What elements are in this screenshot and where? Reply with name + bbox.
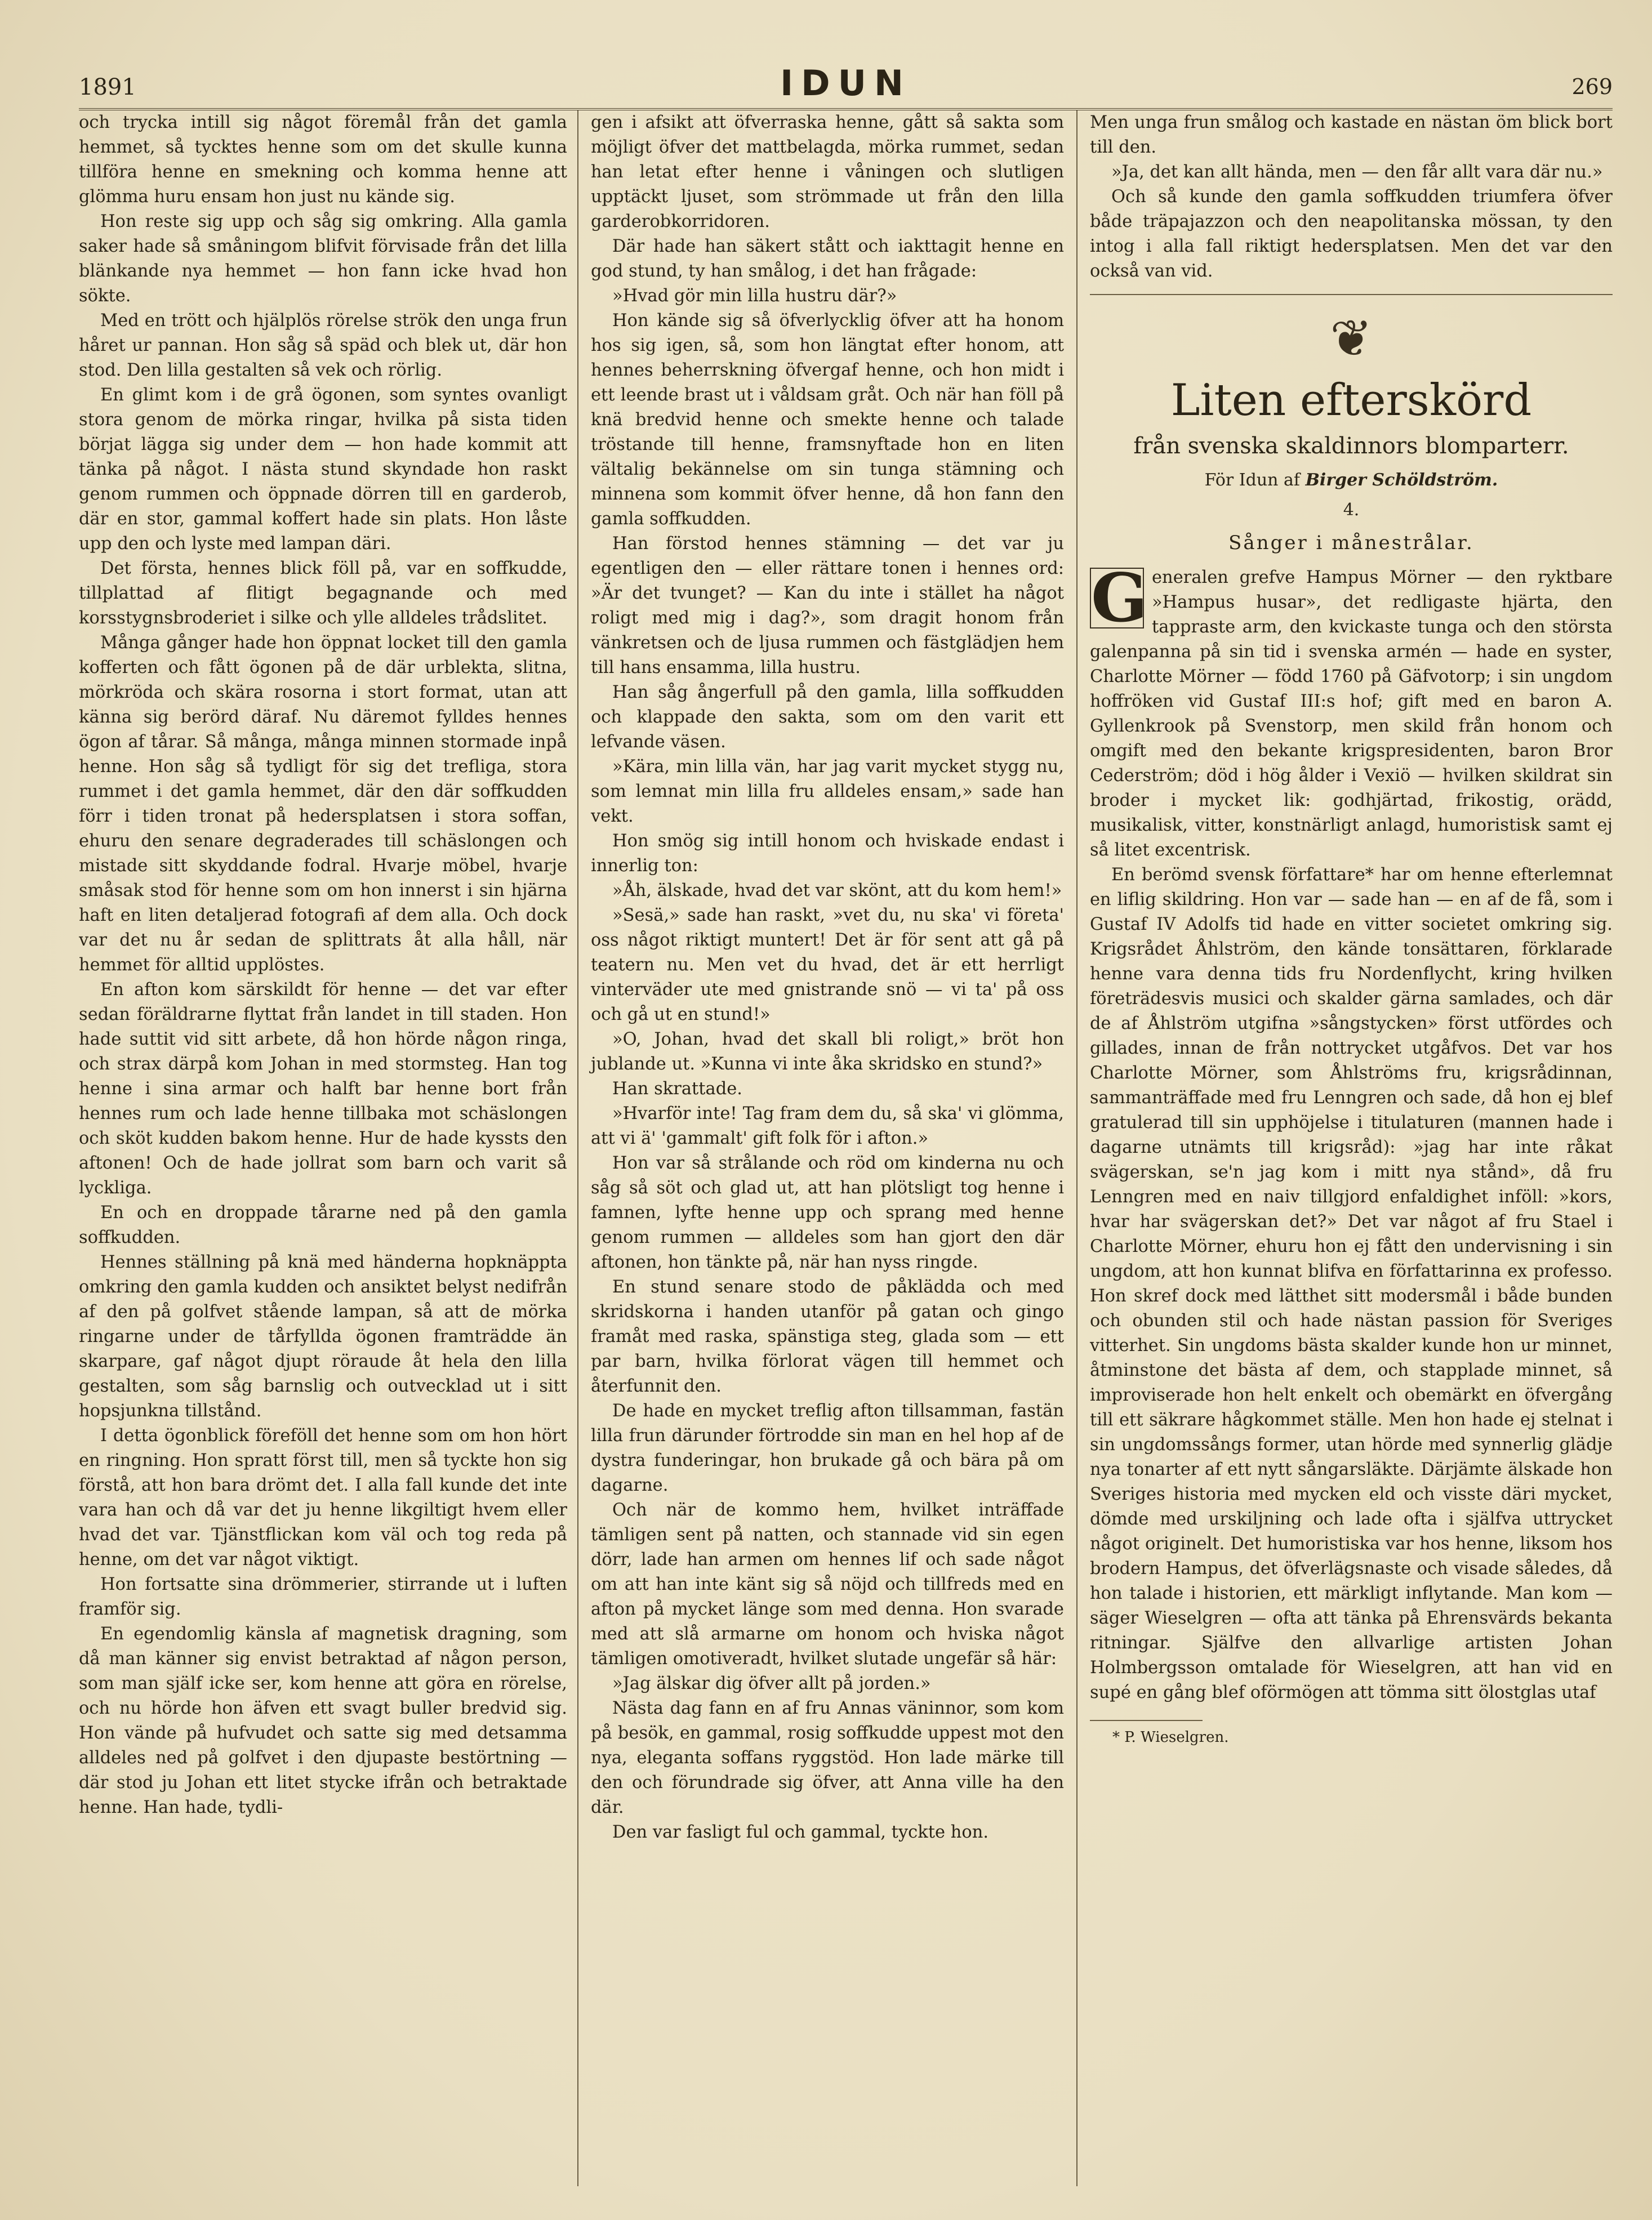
paragraph: En afton kom särskildt för henne — det var efter sedan föräldrarne flyttat från landet in till staden. Hon hade suttit vid sitt arbete, då hon hörde någon ringa, och strax därpå kom Johan in med stormsteg. Han tog henne i sina armar och halft bar henne bort från hennes rum och lade henne tillbaka mot schäslongen och sköt kudden bakom henne. Hur de hade kyssts den aftonen! Och de hade jollrat som barn och varit så lyckliga.	[79, 980, 567, 1198]
byline-author: Birger Schöldström.	[1305, 470, 1498, 490]
column-2	[577, 110, 1076, 2186]
paragraph: Och så kunde den gamla soffkudden triumfera öfver både träpajazzon och den neapolitanska mössan, ty den intog i alla fall riktigt hedersplatsen. Men det var den också van vid.	[1090, 187, 1613, 281]
paragraph: »O, Johan, hvad det skall bli roligt,» bröt hon jublande ut. »Kunna vi inte åka skridsko en stund?»	[591, 1029, 1064, 1074]
paragraph: En glimt kom i de grå ögonen, som syntes ovanligt stora genom de mörka ringar, hvilka på sista tiden börjat lägga sig under dem — hon hade kommit att tänka på något. I nästa stund skyndade hon raskt genom rummen och öppnade dörren till en garderob, där en stor, gammal koffert hade sin plats. Hon låste upp den och lyste med lampan däri.	[79, 385, 567, 554]
text-columns	[79, 110, 1613, 2186]
paragraph: En och en droppade tårarne ned på den gamla soffkudden.	[79, 1203, 567, 1247]
article-title: Liten efterskörd	[1170, 375, 1532, 426]
page-number: 269	[1571, 74, 1613, 99]
paragraph: »Sesä,» sade han raskt, »vet du, nu ska' vi företa' oss något riktigt muntert! Det är för sent att gå på teatern nu. Men vet du hvad, det är ett herrligt vinterväder ute med gnistrande snö — vi ta' på oss och gå ut en stund!»	[591, 906, 1064, 1024]
ornament-icon: ❦	[1330, 309, 1373, 368]
article-number: 4.	[1343, 500, 1360, 520]
paragraph: Hon reste sig upp och såg sig omkring. Alla gamla saker hade så småningom blifvit förvisade från det lilla blänkande nya hemmet — hon fann icke hvad hon sökte.	[79, 212, 567, 306]
paragraph: »Jag älskar dig öfver allt på jorden.»	[612, 1674, 931, 1693]
paragraph: I detta ögonblick föreföll det henne som om hon hört en ringning. Hon spratt först till, men så tyckte hon sig förstå, att hon bara drömt det. I alla fall kunde det inte vara han och då var det ju henne likgiltigt hvem eller hvad det var. Tjänstflickan kom väl och tog reda på henne, om det var något viktigt.	[79, 1426, 567, 1570]
paragraph: Det första, hennes blick föll på, var en soffkudde, tillplattad af flitigt begagnande och med korsstygnsbroderiet i silke och ylle alldeles trådslitet.	[79, 559, 567, 628]
footnote: * P. Wieselgren.	[1112, 1729, 1229, 1746]
section-heading: Sånger i månestrålar.	[1228, 532, 1474, 554]
paragraph: En egendomlig känsla af magnetisk dragning, som då man känner sig envist betraktad af någon person, som man själf icke ser, kom henne att göra en rörelse, och nu hörde hon äfven ett svagt buller bredvid sig. Hon vände på hufvudet och satte sig med detsamma alldeles ned på golfvet i den djupaste bestörtning — där stod ju Johan ett litet stycke ifrån och betraktade henne. Han hade, tydli-	[79, 1624, 567, 1817]
paragraph: Hon smög sig intill honom och hviskade endast i innerlig ton:	[591, 831, 1064, 876]
article-divider	[1090, 294, 1613, 295]
paragraph: Men unga frun smålog och kastade en nästan öm blick bort till den.	[1090, 113, 1613, 157]
paragraph: och trycka intill sig något föremål från det gamla hemmet, så tycktes henne som om det skulle kunna tillföra henne en smekning och komma henne att glömma huru ensam hon just nu kände sig.	[79, 113, 567, 207]
paragraph: Med en trött och hjälplös rörelse strök den unga frun håret ur pannan. Hon såg så späd och blek ut, där hon stod. Den lilla gestalten så vek och rörlig.	[79, 311, 567, 380]
paragraph: Där hade han säkert stått och iakttagit henne en god stund, ty han smålog, i det han frågade:	[591, 237, 1064, 281]
paragraph: »Hvarför inte! Tag fram dem du, så ska' vi glömma, att vi ä' 'gammalt' gift folk för i afton.»	[591, 1104, 1064, 1148]
paragraph: Nästa dag fann en af fru Annas väninnor, som kom på besök, en gammal, rosig soffkudde uppest mot den nya, eleganta soffans ryggstöd. Hon lade märke till den och förundrade sig öfver, att Anna ville ha den där.	[591, 1699, 1064, 1817]
paragraph: Den var fasligt ful och gammal, tyckte hon.	[612, 1822, 989, 1842]
paragraph: Många gånger hade hon öppnat locket till den gamla kofferten och fått ögonen på de där urblekta, slitna, mörkröda och skära rosorna i stort format, utan att känna sig berörd däraf. Nu däremot fylldes hennes ögon af tårar. Så många, många minnen stormade inpå henne. Hon såg så tydligt för sig det trefliga, stora rummet i det gamla hemmet, där den där soffkudden förr i tiden tronat på hedersplatsen i stora soffan, ehuru den senare degraderades till schäslongen och mistade sitt skyddande fodral. Hvarje möbel, hvarje småsak stod för henne som om hon innerst i sin hjärna haft en liten detaljerad fotografi af dem alla. Och dock var det nu år sedan de splittrats åt alla håll, när hemmet för alltid upplöstes.	[79, 633, 567, 975]
paragraph: De hade en mycket treflig afton tillsamman, fastän lilla frun därunder förtrodde sin man en hel hop af de dystra funderingar, hon brukade gå och bära på om dagarne.	[591, 1401, 1064, 1495]
first-paragraph-text: eneralen grefve Hampus Mörner — den ryktbare »Hampus husar», det redligaste hjärta, den tappraste arm, den kvickaste tunga och den största galenpanna på sin tid i svenska armén — hade en syster, Charlotte Mörner — född 1760 på Gäfvotorp; i sin ungdom hoffröken vid Gustaf III:s hof; gift med en baron A. Gyllenkrook på Svenstorp, men skild från honom och omgift med den bekante krigspresidenten, baron Bror Cederström; död i hög ålder i Vexiö — hvilken skildrat sin broder i mycket lik: godhjärtad, frikostig, orädd, musikalisk, vitter, konstnärligt anlagd, humoristisk samt ej så litet excentrisk.	[1090, 568, 1613, 860]
column-3	[1076, 110, 1613, 2186]
drop-cap: G	[1091, 559, 1148, 637]
paragraph: gen i afsikt att öfverraska henne, gått så sakta som möjligt öfver det mattbelagda, mörka rummet, sedan han letat efter henne i våningen och slutligen upptäckt ljuset, som strömmade ut från den lilla garderobkorridoren.	[591, 113, 1064, 231]
paragraph: Och när de kommo hem, hvilket inträffade tämligen sent på natten, och stannade vid sin egen dörr, lade han armen om hennes lif och sade något om att han inte känt sig så nöjd och tillfreds med en afton på mycket länge som med denna. Hon svarade med att slå armarne om honom och hviska något tämligen omotiveradt, hvilket slutade ungefär så här:	[591, 1500, 1064, 1669]
header-year: 1891	[79, 74, 136, 100]
masthead-title: IDUN	[780, 63, 911, 104]
paragraph: En stund senare stodo de påklädda och med skridskorna i handen utanför på gatan och gingo framåt med raska, spänstiga steg, glada som — ett par barn, hvilka förlorat vägen till hemmet och återfunnit den.	[591, 1277, 1064, 1396]
paragraph: »Ja, det kan allt hända, men — den får allt vara där nu.»	[1111, 162, 1603, 182]
paragraph: »Kära, min lilla vän, har jag varit mycket stygg nu, som lemnat min lilla fru alldeles ensam,» sade han vekt.	[591, 757, 1064, 826]
article-subtitle: från svenska skaldinnors blomparterr.	[1133, 433, 1569, 459]
paragraph: Hon fortsatte sina drömmerier, stirrande ut i luften framför sig.	[79, 1575, 567, 1619]
byline-prefix: För Idun af	[1204, 470, 1301, 490]
paragraph: En berömd svensk författare* har om henne efterlemnat en liflig skildring. Hon var — sade han — en af de få, som i Gustaf IV Adolfs tid hade en vitter societet omkring sig. Krigsrådet Åhlström, den kände tonsättaren, förklarade henne vara denna tids fru Nordenflycht, kring hvilken företrädesvis musici och skalder gärna samlades, och där de af Åhlström utgifna »sångstycken» först utfördes och gillades, innan de från nottrycket utgåfvos. Det var hos Charlotte Mörner, som Åhlströms fru, krigsrådinnan, sammanträffade med fru Lenngren och sade, då hon ej blef gratulerad till sin upphöjelse i titulaturen (mannen hade i dagarne utnämts till krigsråd): »jag har inte råkat svägerskan, se'n jag kom i mitt nya stånd», då fru Lenngren med en naiv tillgjord enfaldighet inföll: »kors, hvar har svägerskan det?» Det var något af fru Stael i Charlotte Mörner, ehuru hon ej fått den undervisning i sin ungdom, att hon kunnat blifva en författarinna ex professo. Hon skref dock med lätthet sitt modersmål i både bunden och obunden stil och hade nästan passion för Sveriges vitterhet. Sin ungdoms bästa skalder kunde hon ur minnet, åtminstone det bästa af dem, och stapplade minnet, så improviserade hon helt enkelt och obemärkt en öfvergång till ett säkrare hågkommet ställe. Men hon hade ej stelnat i sin ungdomssångs former, utan hörde med synnerlig glädje nya tonarter af ett nytt sångarsläkte. Därjämte älskade hon Sveriges historia med mycken eld och visste däri mycket, dömde med urskiljning och lade ofta i själfva uttrycket något originelt. Det humoristiska var hos henne, liksom hos brodern Hampus, det öfverlägsnaste och visade således, då hon talade i historien, ett märkligt inflytande. Man kom — säger Wieselgren — ofta att tänka på Ehrensvärds bekanta ritningar. Själfve den allvarlige artisten Johan Holmbergsson omtalade för Wieselgren, att han vid en supé en gång blef oförmögen att tömma sitt ölostglas utaf	[1090, 865, 1613, 1702]
footnote-divider	[1090, 1720, 1203, 1721]
paragraph: Hennes ställning på knä med händerna hopknäppta omkring den gamla kudden och ansiktet belyst nedifrån af den på golfvet stående lampan, så att de mörka ringarne under de tårfyllda ögonen framträdde än skarpare, gaf något djupt röraude åt hela den lilla gestalten, som såg barnslig och outvecklad ut i sitt hopsjunkna tillstånd.	[79, 1252, 567, 1421]
article-byline	[1090, 466, 1613, 494]
paragraph: »Hvad gör min lilla hustru där?»	[612, 286, 897, 306]
paragraph: Han skrattade.	[612, 1079, 742, 1099]
paragraph: Han förstod hennes stämning — det var ju egentligen den — eller rättare tonen i hennes ord: »Är det tvunget? — Kan du inte i stället ha något roligt med mig i dag?», som dragit honom från vänkretsen och de ljusa rummen och fästglädjen hem till hans ensamma, lilla hustru.	[591, 534, 1064, 677]
paragraph: Hon kände sig så öfverlycklig öfver att ha honom hos sig igen, så, som hon längtat efter honom, att hennes beherrskning öfvergaf henne, och hon midt i ett leende brast ut i våldsam gråt. Och när han föll på knä bredvid henne och smekte henne och talade tröstande till henne, framsnyftade hon en liten vältalig bekännelse om sin tunga stämning och minnena som kommit öfver henne, då hon fann den gamla soffkudden.	[591, 311, 1064, 529]
column-1	[79, 110, 577, 2186]
paragraph: »Åh, älskade, hvad det var skönt, att du kom hem!»	[612, 881, 1062, 901]
paragraph: Han såg ångerfull på den gamla, lilla soffkudden och klappade den sakta, som om den varit ett lefvande väsen.	[591, 683, 1064, 752]
paragraph: Hon var så strålande och röd om kinderna nu och såg så söt och glad ut, att han plötsligt tog henne i famnen, lyfte henne upp och sprang med henne genom rummen — alldeles som han gjort den där aftonen, hon tänkte på, när han nyss ringde.	[591, 1153, 1064, 1272]
article-first-paragraph	[1090, 559, 1613, 863]
page-header	[79, 56, 1613, 110]
